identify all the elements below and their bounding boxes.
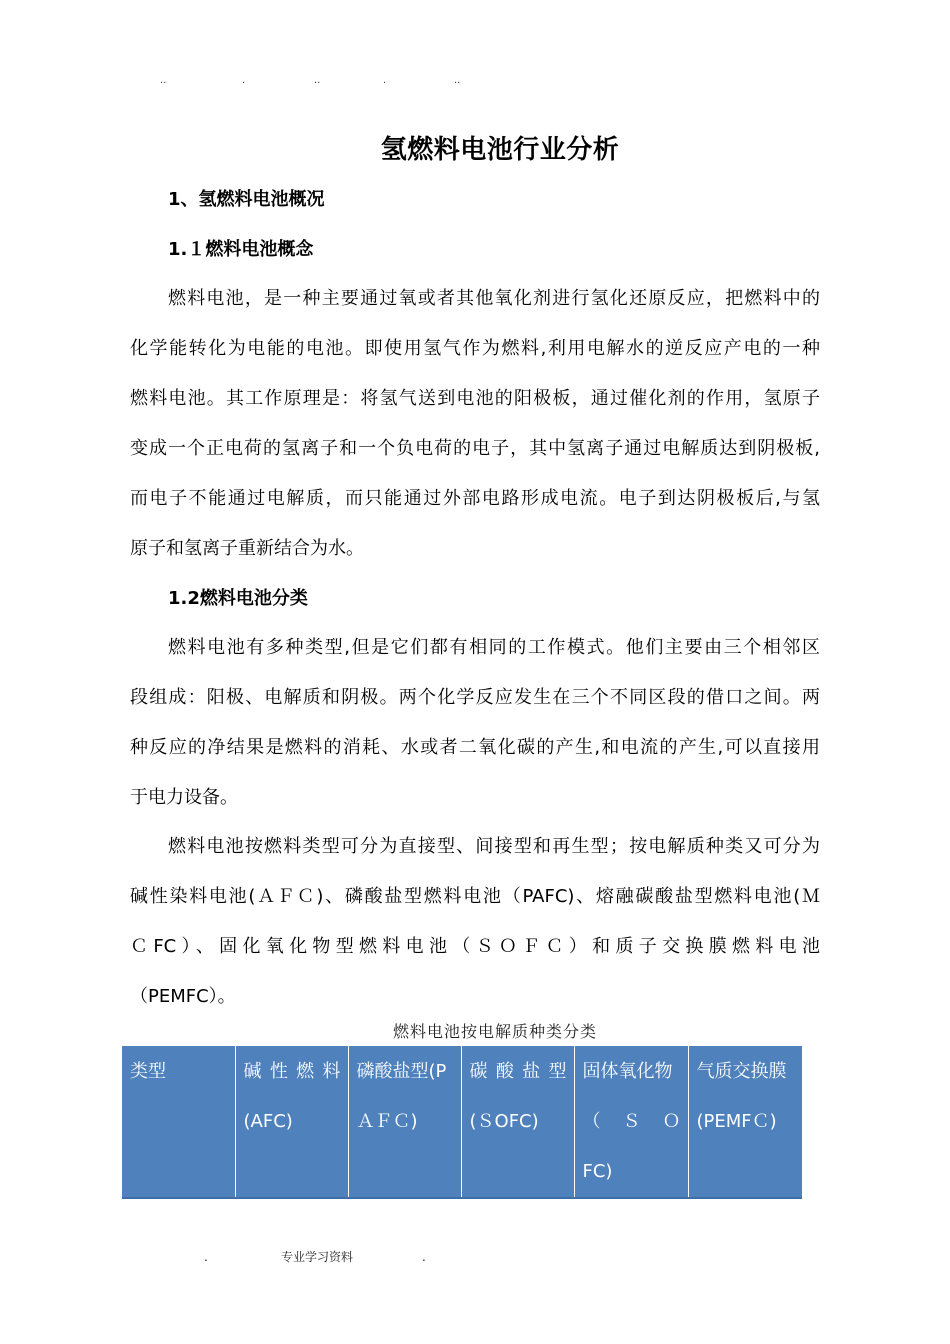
header-cell-line: ＡＦＣ)	[356, 1111, 418, 1132]
footer-mark: .	[422, 1250, 426, 1264]
header-mark: ..	[454, 75, 461, 86]
table-header-row	[122, 1046, 802, 1198]
paragraph-line: 变成一个正电荷的氢离子和一个负电荷的电子，其中氢离子通过电解质达到阴极板,	[130, 438, 820, 459]
footer-text: 专业学习资料	[281, 1250, 354, 1264]
header-mark: .	[242, 75, 246, 86]
paragraph-line: 化学能转化为电能的电池。即使用氢气作为燃料,利用电解水的逆反应产电的一种	[130, 338, 820, 359]
page-footer	[0, 1247, 950, 1267]
paragraph-line: 燃料电池按燃料类型可分为直接型、间接型和再生型；按电解质种类又可分为	[168, 836, 820, 857]
table-header-cell-type	[122, 1046, 235, 1198]
header-cell-line: 碳酸盐型	[469, 1061, 567, 1082]
section-heading-1: 1、氢燃料电池概况	[168, 189, 325, 210]
header-cell-line: 磷酸盐型(P	[356, 1061, 447, 1082]
document-title: 氢燃料电池行业分析	[380, 135, 620, 165]
paragraph-line: 种反应的净结果是燃料的消耗、水或者二氧化碳的产生,和电流的产生,可以直接用	[130, 737, 820, 758]
header-cell-line: 碱性燃料	[243, 1061, 341, 1082]
paragraph-line: 原子和氢离子重新结合为水。	[130, 538, 364, 559]
header-cell-line: 气质交换膜	[696, 1061, 787, 1082]
paragraph-line: 而电子不能通过电解质，而只能通过外部电路形成电流。电子到达阴极板后,与氢	[130, 488, 820, 509]
paragraph-line: 于电力设备。	[130, 787, 238, 808]
header-cell-line: FC)	[582, 1161, 613, 1182]
paragraph-fuel-cell-concept	[130, 274, 820, 574]
section-heading-1-1: 1.１燃料电池概念	[168, 239, 314, 260]
paragraph-line: （PEMFC）。	[130, 986, 236, 1007]
table-header-cell-afc	[235, 1046, 348, 1198]
table-header-cell-sofc	[574, 1046, 688, 1198]
paragraph-line: 燃料电池。其工作原理是：将氢气送到电池的阳极板，通过催化剂的作用，氢原子	[130, 388, 820, 409]
paragraph-line: 段组成：阳极、电解质和阴极。两个化学反应发生在三个不同区段的借口之间。两	[130, 687, 820, 708]
paragraph-line: 燃料电池有多种类型,但是它们都有相同的工作模式。他们主要由三个相邻区	[168, 637, 820, 658]
section-heading-1-2: 1.2燃料电池分类	[168, 588, 308, 609]
page-header-marks	[0, 74, 950, 88]
header-mark: ..	[314, 75, 321, 86]
header-cell-line: (AFC)	[243, 1111, 293, 1132]
header-mark: .	[383, 75, 387, 86]
paragraph-line: 碱性染料电池(ＡＦＣ)、磷酸盐型燃料电池（PAFC)、熔融碳酸盐型燃料电池(Ｍ	[130, 886, 820, 907]
table-header-cell-pafc	[348, 1046, 461, 1198]
header-cell-line: （ＳＯ	[582, 1111, 681, 1132]
header-cell-line: 类型	[130, 1061, 166, 1082]
header-cell-line: 固体氧化物	[582, 1061, 673, 1082]
header-cell-line: (ＳOFC)	[469, 1111, 539, 1132]
paragraph-fuel-cell-types	[130, 623, 820, 823]
paragraph-fuel-cell-classification	[130, 822, 820, 1022]
footer-mark: .	[204, 1250, 208, 1264]
table-caption: 燃料电池按电解质种类分类	[392, 1022, 597, 1041]
table-header-cell-pemfc	[688, 1046, 802, 1198]
header-cell-line: (PEMFＣ)	[696, 1111, 777, 1132]
table-header-cell-mcfc	[461, 1046, 574, 1198]
fuel-cell-classification-table	[122, 1046, 802, 1199]
paragraph-line: ＣFC）、固化氧化物型燃料电池（ＳＯＦＣ）和质子交换膜燃料电池	[130, 936, 820, 957]
paragraph-line: 燃料电池，是一种主要通过氧或者其他氧化剂进行氢化还原反应，把燃料中的	[168, 288, 820, 309]
header-mark: ..	[160, 75, 167, 86]
